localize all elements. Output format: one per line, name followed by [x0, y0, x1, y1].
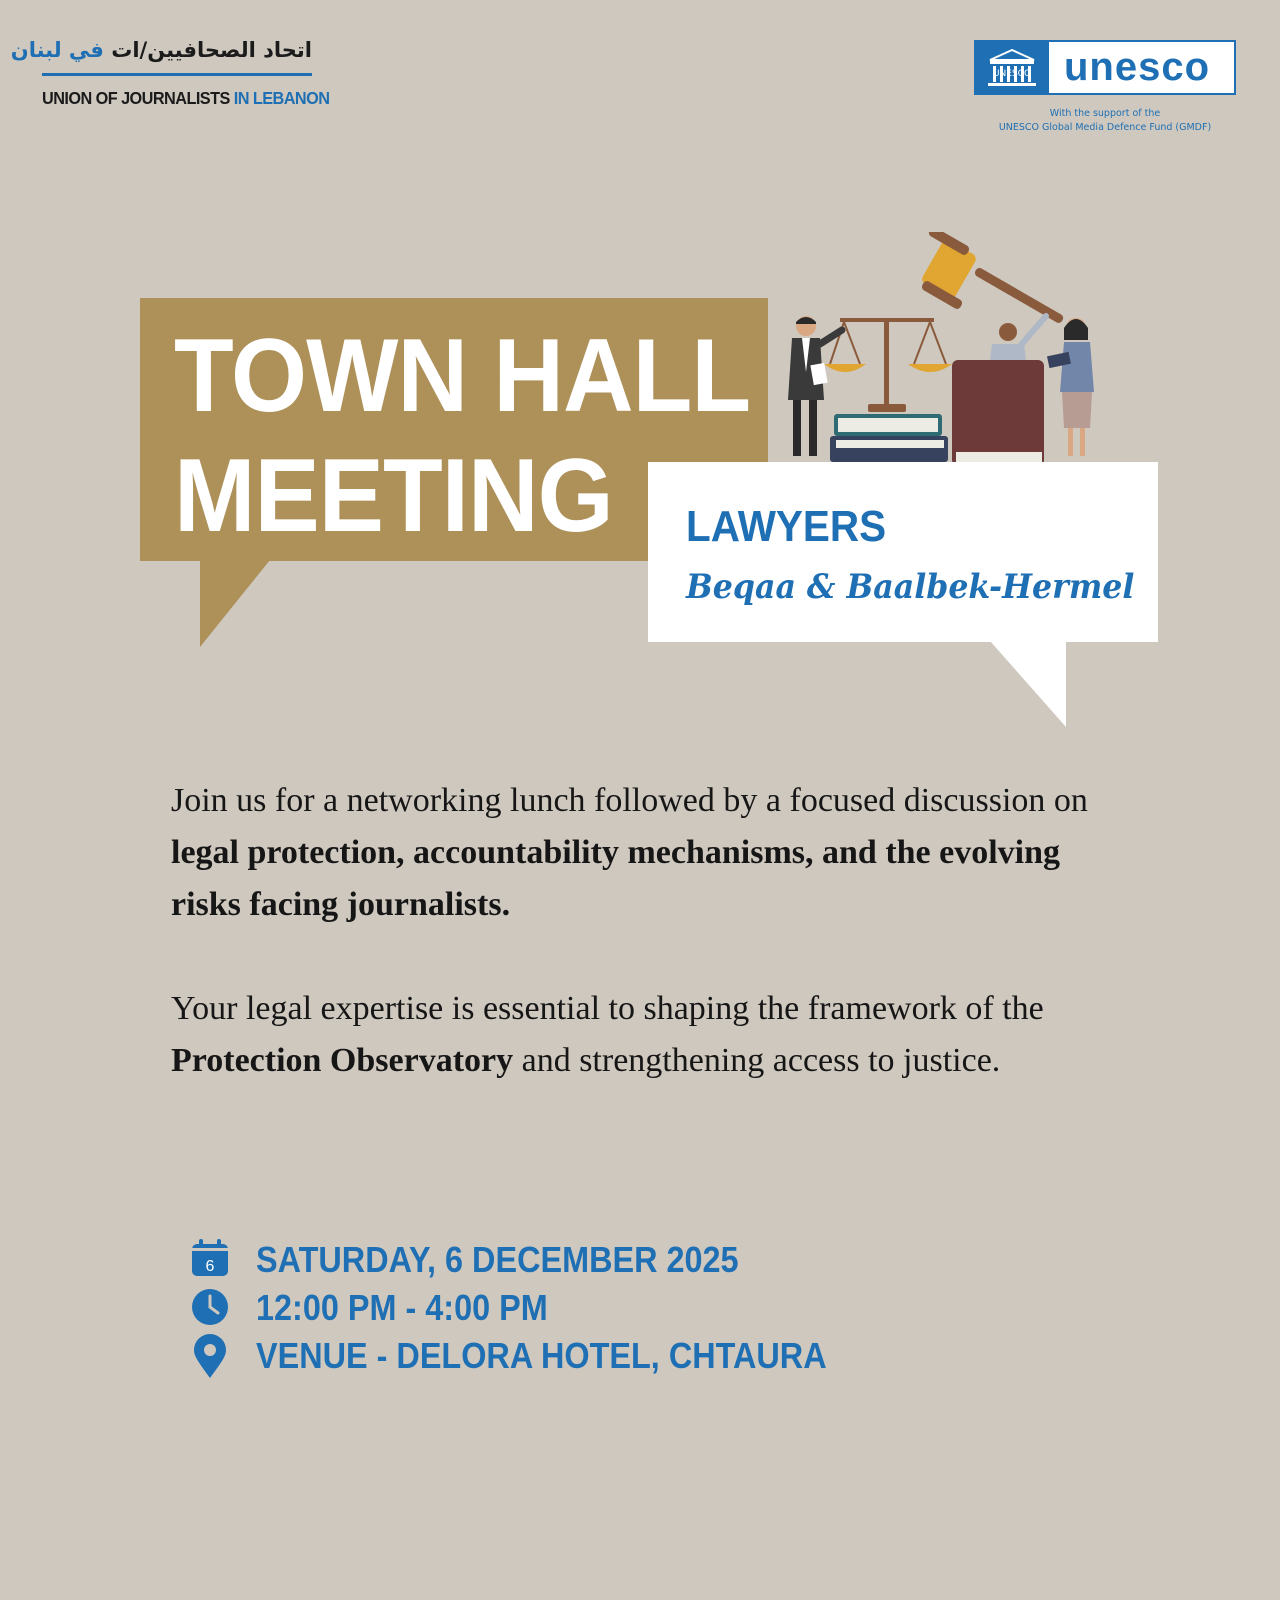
justice-illustration	[780, 232, 1130, 472]
intro-paragraph	[171, 775, 1091, 931]
unesco-support-line2: UNESCO Global Media Defence Fund (GMDF)	[998, 122, 1212, 133]
event-region: Beqaa & Baalbek-Hermel	[686, 567, 1135, 607]
event-time: 12:00 PM - 4:00 PM	[256, 1287, 548, 1328]
expertise-emphasis: Protection Observatory	[171, 1042, 514, 1079]
unesco-temple-icon	[976, 42, 1049, 93]
intro-text: Join us for a networking lunch followed by a focused discussion on	[171, 782, 1088, 819]
calendar-day: 6	[205, 1258, 215, 1275]
subtitle-bubble-tail	[990, 641, 1070, 729]
org-logo-english	[42, 88, 330, 109]
unesco-logo	[974, 40, 1236, 95]
expertise-text-start: Your legal expertise is essential to shaping the framework of the	[171, 990, 1044, 1027]
expertise-text-end: and strengthening access to justice.	[513, 1042, 1001, 1079]
event-audience: LAWYERS	[686, 502, 887, 551]
judge-person-icon	[990, 316, 1046, 360]
lawyer-man-icon	[788, 316, 842, 456]
event-title-line1: TOWN HALL	[174, 318, 751, 434]
intro-emphasis: legal protection, accountability mechanisms, and the evolving risks facing journalists.	[171, 834, 1061, 923]
org-name-english-part1: UNION OF JOURNALISTS	[42, 88, 230, 108]
unesco-support-line1: With the support of the	[1049, 108, 1161, 119]
org-name-arabic-part2: في لبنان	[10, 38, 104, 62]
unesco-temple-label: UNESCO	[992, 69, 1032, 79]
gavel-icon	[920, 232, 1065, 324]
org-name-arabic-part1: اتحاد الصحافيين/ات	[111, 38, 312, 62]
books-icon	[830, 414, 948, 462]
unesco-support-text	[990, 107, 1220, 135]
lawyer-woman-icon	[1047, 318, 1094, 456]
subtitle-speech-bubble	[648, 462, 1158, 642]
expertise-paragraph	[171, 983, 1171, 1087]
org-logo-arabic	[10, 38, 312, 72]
event-title-line2: MEETING	[174, 438, 613, 554]
title-bubble-tail	[195, 560, 275, 650]
org-logo-divider	[42, 73, 312, 76]
clock-icon	[190, 1287, 230, 1327]
event-venue: VENUE - DELORA HOTEL, CHTAURA	[256, 1335, 827, 1376]
law-book-icon	[952, 360, 1044, 466]
unesco-wordmark: unesco	[1064, 45, 1211, 89]
location-pin-icon	[190, 1334, 230, 1380]
event-date: SATURDAY, 6 DECEMBER 2025	[256, 1239, 739, 1280]
calendar-icon	[190, 1238, 230, 1278]
org-name-english-part2: IN LEBANON	[233, 88, 330, 108]
